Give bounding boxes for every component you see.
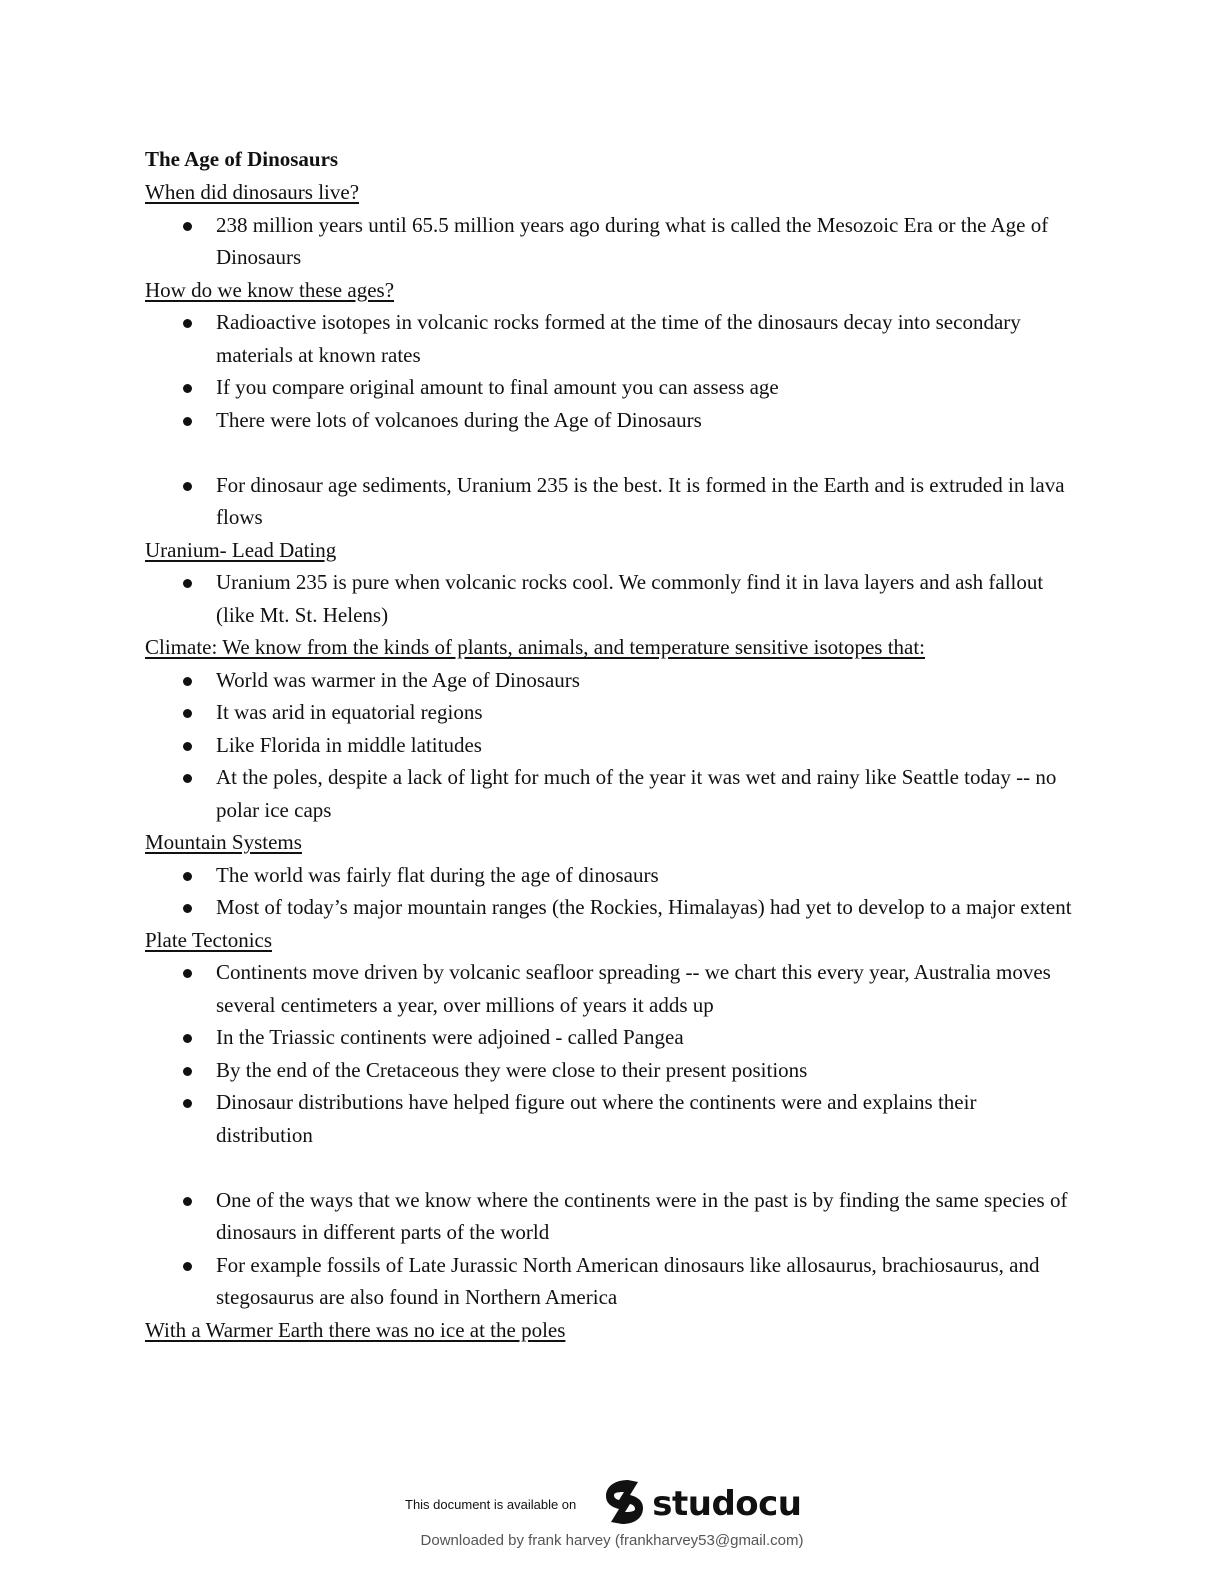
bullet-item: Like Florida in middle latitudes: [145, 729, 1075, 762]
document-title: The Age of Dinosaurs: [145, 147, 339, 171]
section-heading: Climate: We know from the kinds of plants, animals, and temperature sensitive isotopes that:: [145, 635, 926, 659]
bullet-item: For example fossils of Late Jurassic North American dinosaurs like allosaurus, brachiosaurus, and stegosaurus are also found in Northern America: [145, 1249, 1075, 1314]
bullet-list: [145, 859, 1075, 924]
bullet-list: [145, 209, 1075, 274]
bullet-list: [145, 664, 1075, 827]
section-heading: Uranium- Lead Dating: [145, 537, 337, 562]
section-heading: When did dinosaurs live?: [145, 180, 360, 204]
studocu-logo-link[interactable]: [602, 1478, 801, 1531]
section-heading: Mountain Systems: [145, 830, 302, 854]
document-page: [145, 142, 1075, 1346]
bullet-item: Uranium 235 is pure when volcanic rocks cool. We commonly find it in lava layers and ash fallout (like Mt. St. Helens): [145, 566, 1075, 631]
bullet-list: [145, 306, 1075, 534]
section-heading: Plate Tectonics: [145, 927, 273, 952]
bullet-list: [145, 566, 1075, 631]
bullet-item: If you compare original amount to final amount you can assess age: [145, 371, 1075, 404]
section-heading: With a Warmer Earth there was no ice at the poles: [145, 1317, 566, 1342]
bullet-item: By the end of the Cretaceous they were close to their present positions: [145, 1054, 1075, 1087]
bullet-item: 238 million years until 65.5 million years ago during what is called the Mesozoic Era or the Age of Dinosaurs: [145, 209, 1075, 274]
bullet-item: Radioactive isotopes in volcanic rocks formed at the time of the dinosaurs decay into secondary materials at known rates: [145, 306, 1075, 371]
bullet-item: In the Triassic continents were adjoined - called Pangea: [145, 1021, 1075, 1054]
bullet-item: For dinosaur age sediments, Uranium 235 is the best. It is formed in the Earth and is extruded in lava flows: [145, 469, 1075, 534]
bullet-item: World was warmer in the Age of Dinosaurs: [145, 664, 1075, 697]
bullet-item: Dinosaur distributions have helped figure out where the continents were and explains their distribution: [145, 1086, 1075, 1151]
downloaded-by-text: Downloaded by frank harvey (frankharvey53@gmail.com): [420, 1532, 804, 1549]
bullet-item: Continents move driven by volcanic seafloor spreading -- we chart this every year, Australia moves several centimeters a year, over millions of years it adds up: [145, 956, 1075, 1021]
document-body: [145, 176, 1075, 1346]
footer-availability: [405, 1480, 802, 1528]
bullet-item: Most of today’s major mountain ranges (the Rockies, Himalayas) had yet to develop to a major extent: [145, 891, 1075, 924]
studocu-wordmark: studocu: [652, 1484, 802, 1524]
bullet-item: One of the ways that we know where the continents were in the past is by finding the same species of dinosaurs in different parts of the world: [145, 1184, 1075, 1249]
bullet-item: The world was fairly flat during the age of dinosaurs: [145, 859, 1075, 892]
bullet-item: There were lots of volcanoes during the Age of Dinosaurs: [145, 404, 1075, 437]
section-heading: How do we know these ages?: [145, 277, 395, 302]
bullet-item: It was arid in equatorial regions: [145, 696, 1075, 729]
bullet-list: [145, 956, 1075, 1314]
bullet-item: At the poles, despite a lack of light for much of the year it was wet and rainy like Seattle today -- no polar ice caps: [145, 761, 1075, 826]
studocu-logo-icon: [602, 1478, 652, 1531]
availability-text: This document is available on: [405, 1496, 577, 1512]
